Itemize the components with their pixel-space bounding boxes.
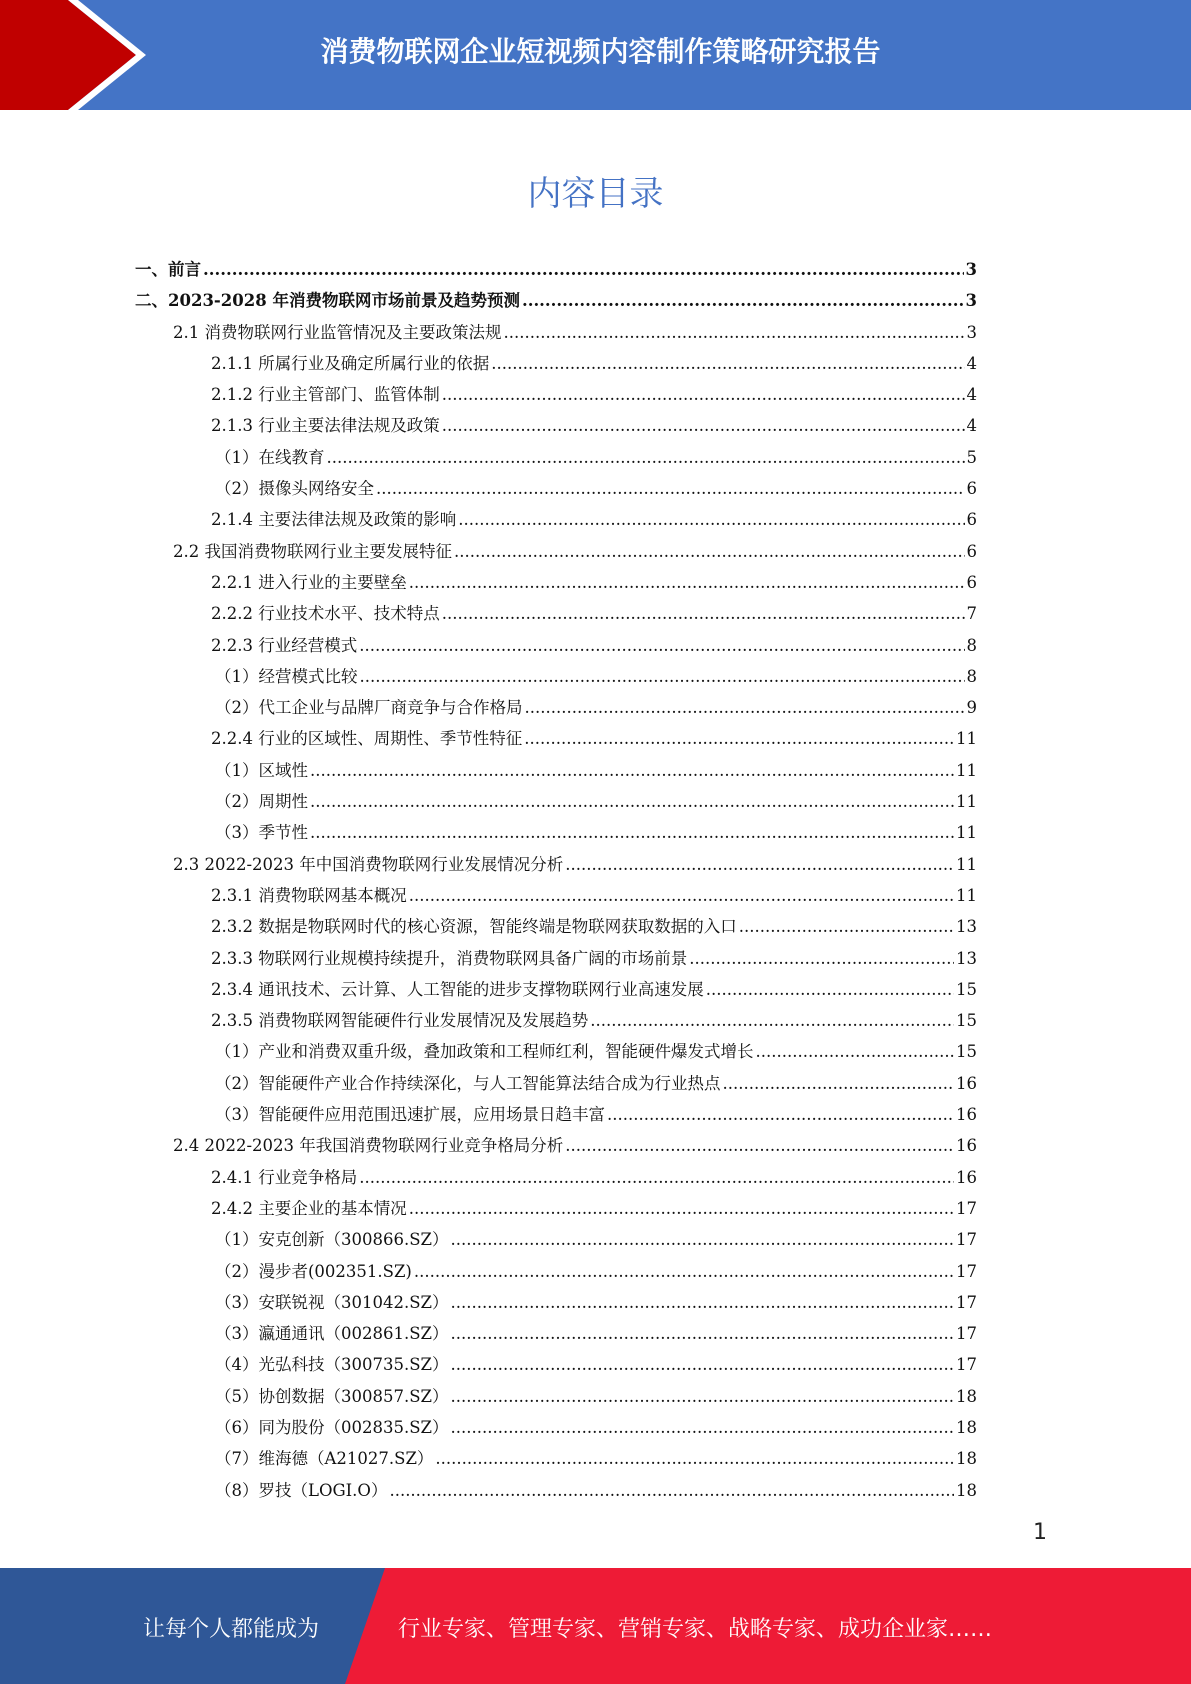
toc-dot-leader (590, 1011, 954, 1030)
toc-entry-text: （1）安克创新（300866.SZ） (215, 1230, 449, 1250)
footer-banner (0, 1568, 1191, 1684)
toc-entry-page: 5 (966, 447, 977, 467)
toc-entry[interactable] (135, 287, 977, 318)
toc-entry[interactable] (135, 1477, 977, 1508)
toc-entry-page: 13 (956, 917, 977, 937)
toc-entry-text: （2）周期性 (215, 792, 308, 812)
toc-entry-text: 2.4.2 主要企业的基本情况 (211, 1198, 407, 1218)
toc-entry[interactable] (135, 1132, 977, 1163)
toc-entry-text: 2.1.2 行业主管部门、监管体制 (211, 385, 440, 405)
toc-entry-page: 4 (966, 385, 977, 405)
toc-entry[interactable] (135, 444, 977, 475)
toc-dot-leader (491, 354, 964, 373)
toc-entry-text: （1）产业和消费双重升级，叠加政策和工程师红利，智能硬件爆发式增长 (215, 1042, 754, 1062)
toc-dot-leader (525, 698, 965, 717)
toc-entry-text: 2.1 消费物联网行业监管情况及主要政策法规 (173, 322, 502, 342)
toc-entry-text: 2.1.1 所属行业及确定所属行业的依据 (211, 353, 490, 373)
toc-dot-leader (203, 260, 964, 279)
toc-dot-leader (442, 416, 965, 435)
toc-entry[interactable] (135, 882, 977, 913)
toc-entry-text: （3）智能硬件应用范围迅速扩展，应用场景日趋丰富 (215, 1105, 605, 1125)
toc-entry-page: 11 (956, 760, 977, 780)
toc-entry[interactable] (135, 600, 977, 631)
toc-entry-page: 16 (956, 1136, 977, 1156)
toc-entry-page: 6 (966, 541, 977, 561)
toc-entry-page: 15 (956, 979, 977, 999)
page-number: 1 (1033, 1520, 1047, 1545)
toc-entry[interactable] (135, 632, 977, 663)
toc-entry[interactable] (135, 319, 977, 350)
toc-entry-page: 15 (956, 1042, 977, 1062)
toc-dot-leader (409, 886, 954, 905)
toc-entry[interactable] (135, 506, 977, 537)
toc-entry-text: （6）同为股份（002835.SZ） (215, 1417, 449, 1437)
toc-dot-leader (359, 1168, 954, 1187)
toc-entry[interactable] (135, 819, 977, 850)
toc-entry[interactable] (135, 1445, 977, 1476)
toc-dot-leader (706, 980, 954, 999)
toc-dot-leader (689, 949, 954, 968)
toc-entry-text: 2.3.3 物联网行业规模持续提升，消费物联网具备广阔的市场前景 (211, 948, 688, 968)
toc-entry[interactable] (135, 788, 977, 819)
toc-entry-page: 8 (966, 635, 977, 655)
toc-entry-page: 17 (956, 1292, 977, 1312)
toc-entry-text: （3）安联锐视（301042.SZ） (215, 1292, 449, 1312)
toc-dot-leader (607, 1105, 954, 1124)
toc-entry-text: 2.2.3 行业经营模式 (211, 635, 358, 655)
toc-entry-text: （2）代工企业与品牌厂商竞争与合作格局 (215, 698, 523, 718)
toc-entry-page: 6 (966, 479, 977, 499)
toc-entry-page: 11 (956, 885, 977, 905)
toc-entry-page: 17 (956, 1355, 977, 1375)
toc-dot-leader (522, 291, 964, 310)
toc-entry-page: 3 (966, 322, 977, 342)
toc-entry[interactable] (135, 475, 977, 506)
toc-dot-leader (442, 604, 965, 623)
toc-dot-leader (458, 510, 964, 529)
toc-entry[interactable] (135, 381, 977, 412)
toc-entry-page: 17 (956, 1230, 977, 1250)
toc-entry-page: 17 (956, 1261, 977, 1281)
toc-entry-text: 2.3.1 消费物联网基本概况 (211, 885, 407, 905)
toc-entry-text: 2.4.1 行业竞争格局 (211, 1167, 358, 1187)
toc-entry[interactable] (135, 1258, 977, 1289)
toc-dot-leader (756, 1042, 955, 1061)
toc-entry-text: 2.3.5 消费物联网智能硬件行业发展情况及发展趋势 (211, 1011, 589, 1031)
toc-entry-text: 2.1.4 主要法律法规及政策的影响 (211, 510, 457, 530)
toc-entry-page: 15 (956, 1011, 977, 1031)
toc-entry[interactable] (135, 694, 977, 725)
toc-entry[interactable] (135, 1195, 977, 1226)
toc-entry[interactable] (135, 538, 977, 569)
toc-entry-page: 7 (966, 604, 977, 624)
toc-entry-text: （5）协创数据（300857.SZ） (215, 1386, 449, 1406)
toc-entry[interactable] (135, 1007, 977, 1038)
toc-entry-page: 11 (956, 854, 977, 874)
toc-dot-leader (359, 636, 964, 655)
toc-entry[interactable] (135, 725, 977, 756)
toc-entry-page: 6 (966, 510, 977, 530)
toc-dot-leader (451, 1387, 955, 1406)
toc-entry-text: （2）漫步者(002351.SZ) (215, 1261, 412, 1281)
toc-dot-leader (454, 542, 965, 561)
toc-entry-text: 2.1.3 行业主要法律法规及政策 (211, 416, 440, 436)
toc-dot-leader (389, 1481, 954, 1500)
toc-dot-leader (451, 1418, 955, 1437)
toc-entry[interactable] (135, 1164, 977, 1195)
toc-entry[interactable] (135, 913, 977, 944)
toc-dot-leader (451, 1324, 955, 1343)
toc-entry[interactable] (135, 1383, 977, 1414)
toc-entry[interactable] (135, 757, 977, 788)
toc-entry-text: （2）智能硬件产业合作持续深化，与人工智能算法结合成为行业热点 (215, 1073, 721, 1093)
toc-heading: 内容目录 (527, 174, 664, 214)
toc-entry[interactable] (135, 1226, 977, 1257)
toc-entry[interactable] (135, 350, 977, 381)
toc-entry-page: 18 (956, 1386, 977, 1406)
toc-entry-page: 3 (965, 291, 977, 311)
toc-entry[interactable] (135, 1289, 977, 1320)
toc-entry[interactable] (135, 851, 977, 882)
toc-dot-leader (739, 917, 954, 936)
toc-entry-page: 18 (956, 1417, 977, 1437)
toc-entry[interactable] (135, 569, 977, 600)
toc-dot-leader (565, 1136, 954, 1155)
toc-dot-leader (451, 1230, 955, 1249)
header-banner (0, 0, 1191, 110)
toc-entry-text: 一、前言 (135, 260, 201, 279)
toc-entry[interactable] (135, 412, 977, 443)
toc-entry-page: 17 (956, 1198, 977, 1218)
toc-dot-leader (310, 792, 954, 811)
toc-entry-text: 二、2023-2028 年消费物联网市场前景及趋势预测 (135, 291, 520, 311)
toc-entry-page: 8 (966, 666, 977, 686)
toc-entry-text: （1）经营模式比较 (215, 666, 358, 686)
toc-dot-leader (414, 1262, 954, 1281)
toc-dot-leader (524, 729, 954, 748)
toc-entry-page: 4 (966, 416, 977, 436)
toc-entry[interactable] (135, 1038, 977, 1069)
toc-entry-page: 11 (956, 823, 977, 843)
toc-entry-text: （3）季节性 (215, 823, 308, 843)
toc-entry-text: 2.3 2022-2023 年中国消费物联网行业发展情况分析 (173, 854, 564, 874)
toc-entry-text: 2.4 2022-2023 年我国消费物联网行业竞争格局分析 (173, 1136, 564, 1156)
report-title: 消费物联网企业短视频内容制作策略研究报告 (320, 35, 881, 68)
toc-dot-leader (310, 823, 954, 842)
toc-entry-text: （4）光弘科技（300735.SZ） (215, 1355, 449, 1375)
toc-entry-page: 11 (956, 729, 977, 749)
toc-dot-leader (504, 323, 965, 342)
toc-dot-leader (376, 479, 965, 498)
toc-dot-leader (360, 667, 965, 686)
toc-entry-page: 18 (956, 1480, 977, 1500)
table-of-contents (135, 256, 977, 1508)
toc-entry-text: （1）在线教育 (215, 447, 325, 467)
toc-dot-leader (409, 573, 965, 592)
toc-entry-page: 13 (956, 948, 977, 968)
toc-entry[interactable] (135, 256, 977, 287)
toc-entry[interactable] (135, 1414, 977, 1445)
toc-entry-page: 17 (956, 1324, 977, 1344)
toc-entry[interactable] (135, 1351, 977, 1382)
toc-entry-text: （1）区域性 (215, 760, 308, 780)
footer-slogan-right: 行业专家、管理专家、营销专家、战略专家、成功企业家…… (398, 1617, 993, 1642)
toc-entry-page: 6 (966, 572, 977, 592)
toc-entry[interactable] (135, 663, 977, 694)
toc-entry-text: （7）维海德（A21027.SZ） (215, 1449, 434, 1469)
toc-entry[interactable] (135, 1320, 977, 1351)
toc-dot-leader (327, 448, 965, 467)
toc-entry-text: 2.2.2 行业技术水平、技术特点 (211, 604, 440, 624)
toc-entry-text: （3）瀛通通讯（002861.SZ） (215, 1324, 449, 1344)
toc-entry[interactable] (135, 945, 977, 976)
toc-entry[interactable] (135, 976, 977, 1007)
toc-entry-page: 11 (956, 792, 977, 812)
footer-slogan-left: 让每个人都能成为 (143, 1617, 320, 1642)
toc-entry[interactable] (135, 1070, 977, 1101)
toc-entry-text: （2）摄像头网络安全 (215, 479, 374, 499)
toc-dot-leader (435, 1449, 954, 1468)
toc-entry-text: （8）罗技（LOGI.O） (215, 1480, 388, 1500)
toc-entry-page: 4 (966, 353, 977, 373)
toc-entry-page: 18 (956, 1449, 977, 1469)
toc-entry-page: 16 (956, 1167, 977, 1187)
toc-entry-text: 2.2.4 行业的区域性、周期性、季节性特征 (211, 729, 523, 749)
toc-entry[interactable] (135, 1101, 977, 1132)
toc-dot-leader (409, 1199, 954, 1218)
toc-dot-leader (451, 1355, 955, 1374)
toc-entry-page: 3 (965, 260, 977, 279)
toc-dot-leader (723, 1074, 955, 1093)
toc-entry-text: 2.2.1 进入行业的主要壁垒 (211, 572, 407, 592)
toc-dot-leader (310, 761, 954, 780)
toc-dot-leader (565, 855, 954, 874)
toc-dot-leader (451, 1293, 955, 1312)
toc-entry-text: 2.3.4 通讯技术、云计算、人工智能的进步支撑物联网行业高速发展 (211, 979, 704, 999)
toc-entry-text: 2.2 我国消费物联网行业主要发展特征 (173, 541, 452, 561)
toc-entry-page: 9 (966, 698, 977, 718)
toc-dot-leader (442, 385, 965, 404)
toc-entry-page: 16 (956, 1105, 977, 1125)
toc-entry-text: 2.3.2 数据是物联网时代的核心资源，智能终端是物联网获取数据的入口 (211, 917, 737, 937)
toc-entry-page: 16 (956, 1073, 977, 1093)
